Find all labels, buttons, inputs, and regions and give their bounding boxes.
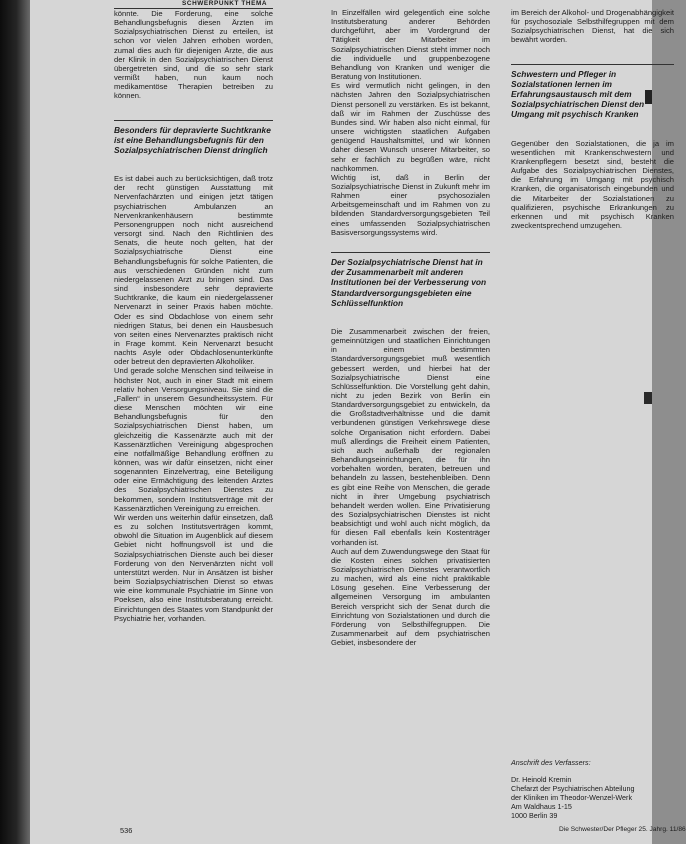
address-line: Chefarzt der Psychiatrischen Abteilung — [511, 784, 635, 794]
section-rule — [511, 64, 674, 65]
page-edge-mark — [645, 90, 652, 104]
address-line: Am Waldhaus 1-15 — [511, 802, 572, 812]
text-column-3 — [511, 0, 674, 820]
page-number: 536 — [120, 826, 133, 835]
paragraph: könnte. Die Forderung, eine solche Behandlungsbefugnis diesen Ärzten im Sozialpsychiatrischen Dienst zu erteilen, ist schon vor vielen Jahren erhoben worden, zumal dies auch für diejenigen Ärzte, die aus der Klinik in den Sozialpsychiatrischen Dienst übergetreten sind, und die so sehr stark vermißt haben, nun kaum noch medikamentöse Therapien betreiben zu können. — [114, 9, 273, 101]
section-rule — [331, 252, 490, 253]
paragraph: Es wird vermutlich nicht gelingen, in den nächsten Jahren den Sozialpsychiatrischen Dienst personell zu verstärken. Es ist bekannt, daß wir im Rahmen der Zuschüsse des Bundes sind. Wir haben also nicht einmal, für unsere wichtigsten staatlichen Aufgaben genügend Haushaltsmittel, und wir können daher diesen Wunsch unserer Mitarbeiter, so sehr er fachlich zu begrüßen wäre, nicht nachkommen. — [331, 81, 490, 173]
text-column-1 — [114, 0, 273, 623]
paragraph: Wichtig ist, daß in Berlin der Sozialpsychiatrische Dienst in Zukunft mehr im Rahmen einer psychosozialen Arbeitsgemeinschaft und im Rahmen von zu bildenden Standardversorgungsgebieten Teil eines umfassenden Sozialpsychiatrischen Basisversorgungssystems wird. — [331, 172, 490, 237]
spacer — [511, 45, 674, 64]
paragraph: Gegenüber den Sozialstationen, die ja im wesentlichen mit Krankenschwestern und Krankenpflegern besetzt sind, besteht die Aufgabe des Sozialpsychiatrischen Dienstes, die Erfahrung im Umgang mit psychisch Kranken, die organisatorisch eingebunden und die Mitarbeiter der Sozialstationen zu qualifizieren, psychische Erkrankungen zu erkennen und mit psychisch Kranken zweckentsprechend umzugehen. — [511, 138, 674, 231]
section-heading: Schwestern und Pfleger in Sozialstationen lernen im Erfahrungsaustausch mit dem Sozialpsychiatrischen Dienst den Umgang mit psychisch Kranken — [511, 68, 645, 120]
spacer — [511, 0, 674, 8]
spacer — [331, 237, 490, 252]
spacer — [331, 0, 490, 8]
book-spine-shadow — [0, 0, 30, 844]
author-name: Dr. Heinold Kremin — [511, 775, 572, 785]
running-header: SCHWERPUNKT THEMA — [182, 0, 268, 7]
spacer — [511, 230, 674, 758]
paragraph: im Bereich der Alkohol- und Drogenabhängigkeit für psychosoziale Selbsthilfegruppen mit dem Sozialpsychiatrischen Dienst, hat die sich bewährt worden. — [511, 8, 674, 45]
author-address — [511, 758, 674, 820]
paragraph: Es ist dabei auch zu berücksichtigen, daß trotz der recht günstigen Ausstattung mit Nervenfachärzten und einigen jetzt tätigen psychiatrischen Ambulanzen an Nervenkrankenhäusern bestimmte Personengruppen noch nicht ausreichend versorgt sind. Nach den Richtlinien des Senats, die heute noch gelten, hat der Sozialpsychiatrische Dienst eine Behandlungsbefugnis für solche Patienten, die aus verschiedenen Gründen nicht zum niedergelassenen Arzt zu bringen sind. Das sind insbesondere sehr depravierte Suchtkranke, die kaum ein niedergelassener Nervenarzt in seiner Praxis haben möchte. Oder es sind Obdachlose von einem sehr niedrigen Status, bei denen ein Hausbesuch von seiten eines Nervenarztes praktisch nicht in Frage kommt. Kein Nervenarzt besucht nachts Asyle oder Obdachlosenunterkünfte oder betreut den depravierten Alkoholiker. — [114, 174, 273, 367]
address-line: 1000 Berlin 39 — [511, 811, 558, 821]
journal-page — [30, 0, 686, 844]
section-rule — [114, 120, 273, 121]
paragraph: Die Zusammenarbeit zwischen der freien, gemeinnützigen und staatlichen Einrichtungen in einem bestimmten Standardversorgungsgebiet muß wesentlich gebessert werden, und hierbei hat der Sozialpsychiatrische Dienst eine Schlüsselfunktion. Die Vorstellung geht dahin, nicht zu jeden Bezirk von Berlin ein Standardversorgungsgebiet zu entwickeln, da die Großstadtverhältnisse und die damit verbundenen günstigen Verkehrswege diese solche Organisation nicht erfordern. Dabei muß allerdings die Freiheit einem Patienten, sich auch außerhalb der regionalen Behandlungseinrichtungen, die für ihn vorbehalten worden, beraten, betreuen und behandeln zu lassen, bestehenbleiben. Denn es gibt eine Reihe von Menschen, die gerade nicht in ihrer Umgebung psychiatrisch behandelt werden wollen. Eine Privatisierung des Sozialpsychiatrischen Dienstes ist nicht beabsichtigt und wohl auch nicht möglich, da für diesen Fall ebenfalls kein Kostenträger vorhanden ist. — [331, 326, 490, 547]
address-label: Anschrift des Verfassers: — [511, 758, 591, 768]
page-edge-mark — [644, 392, 652, 404]
paragraph: Und gerade solche Menschen sind teilweise in höchster Not, auch in einer Stadt mit einem relativ hohen Versorgungsniveau. Sie sind die „Fallen“ in unserem Gesundheitssystem. Für diese Menschen möchten wir eine Behandlungsbefugnis für den Sozialpsychiatrischen Dienst haben, um gleichzeitig die Kassenärzte auch mit der Kassenärztlichen Vereinigung abgesprochen eine notfallmäßige Behandlung eröffnen zu können, was wir dafür einsetzen, nicht einer sogenannten Einzelvertrag, eine Beteiligung oder eine Ermächtigung des leitenden Arztes des Sozialpsychiatrischen Dienstes zu bekommen, sondern Institutsverträge mit der Kassenärztlichen Vereinigung zu erreichen. — [114, 366, 273, 513]
spacer — [331, 308, 490, 327]
footer-citation: Die Schwester/Der Pfleger 25. Jahrg. 11/86 — [559, 826, 686, 833]
address-line: der Kliniken im Theodor-Wenzel-Werk — [511, 793, 633, 803]
spacer — [511, 120, 674, 139]
section-heading: Besonders für depravierte Suchtkranke ist eine Behandlungsbefugnis für den Sozialpsychiatrischen Dienst dringlich — [114, 124, 271, 155]
text-column-2 — [331, 0, 490, 647]
spacer — [114, 155, 273, 174]
spacer — [114, 101, 273, 120]
section-heading: Der Sozialpsychiatrische Dienst hat in der Zusammenarbeit mit anderen Institutionen bei der Verbesserung von Standardversorgungsgebieten eine Schlüsselfunktion — [331, 256, 487, 308]
paragraph: In Einzelfällen wird gelegentlich eine solche Institutsberatung anderer Behörden durchgeführt, aber im Vordergrund der Tätigkeit der Mitarbeiter im Sozialpsychiatrischen Dienst steht immer noch die individuelle und gruppenbezogene Behandlung von Kranken und weniger die Beratung von Institutionen. — [331, 8, 490, 82]
paragraph: Auch auf dem Zuwendungswege den Staat für die Kosten eines solchen privatisierten Sozialpsychiatrischen Dienstes verantwortlich zu machen, wird als eine nicht praktikable Lösung gesehen. Eine Verbesserung der allgemeinen Versorgung im ambulanten Bereich verspricht sich der Senat durch die Einrichtung von Sozialstationen und durch die Förderung von Selbsthilfegruppen. Die Zusammenarbeit auf dem psychiatrischen Gebiet, insbesondere der — [331, 546, 490, 648]
paragraph: Wir werden uns weiterhin dafür einsetzen, daß es zu solchen Institutsverträgen kommt, obwohl die Situation im Augenblick auf diesem Gebiet nicht hoffnungsvoll ist und die Sozialpsychiatrischen Dienste auch bei dieser Forderung von den Nervenärzten nicht voll unterstützt werden. Nur in Ansätzen ist bisher beim Sozialpsychiatrischen Dienst so etwas wie eine kommunale Psychiatrie im Sinne von Poeksen, also eine Institutsberatung erreicht. Einrichtungen des Staates vom Standpunkt der Psychiatrie her, vorhanden. — [114, 512, 273, 623]
